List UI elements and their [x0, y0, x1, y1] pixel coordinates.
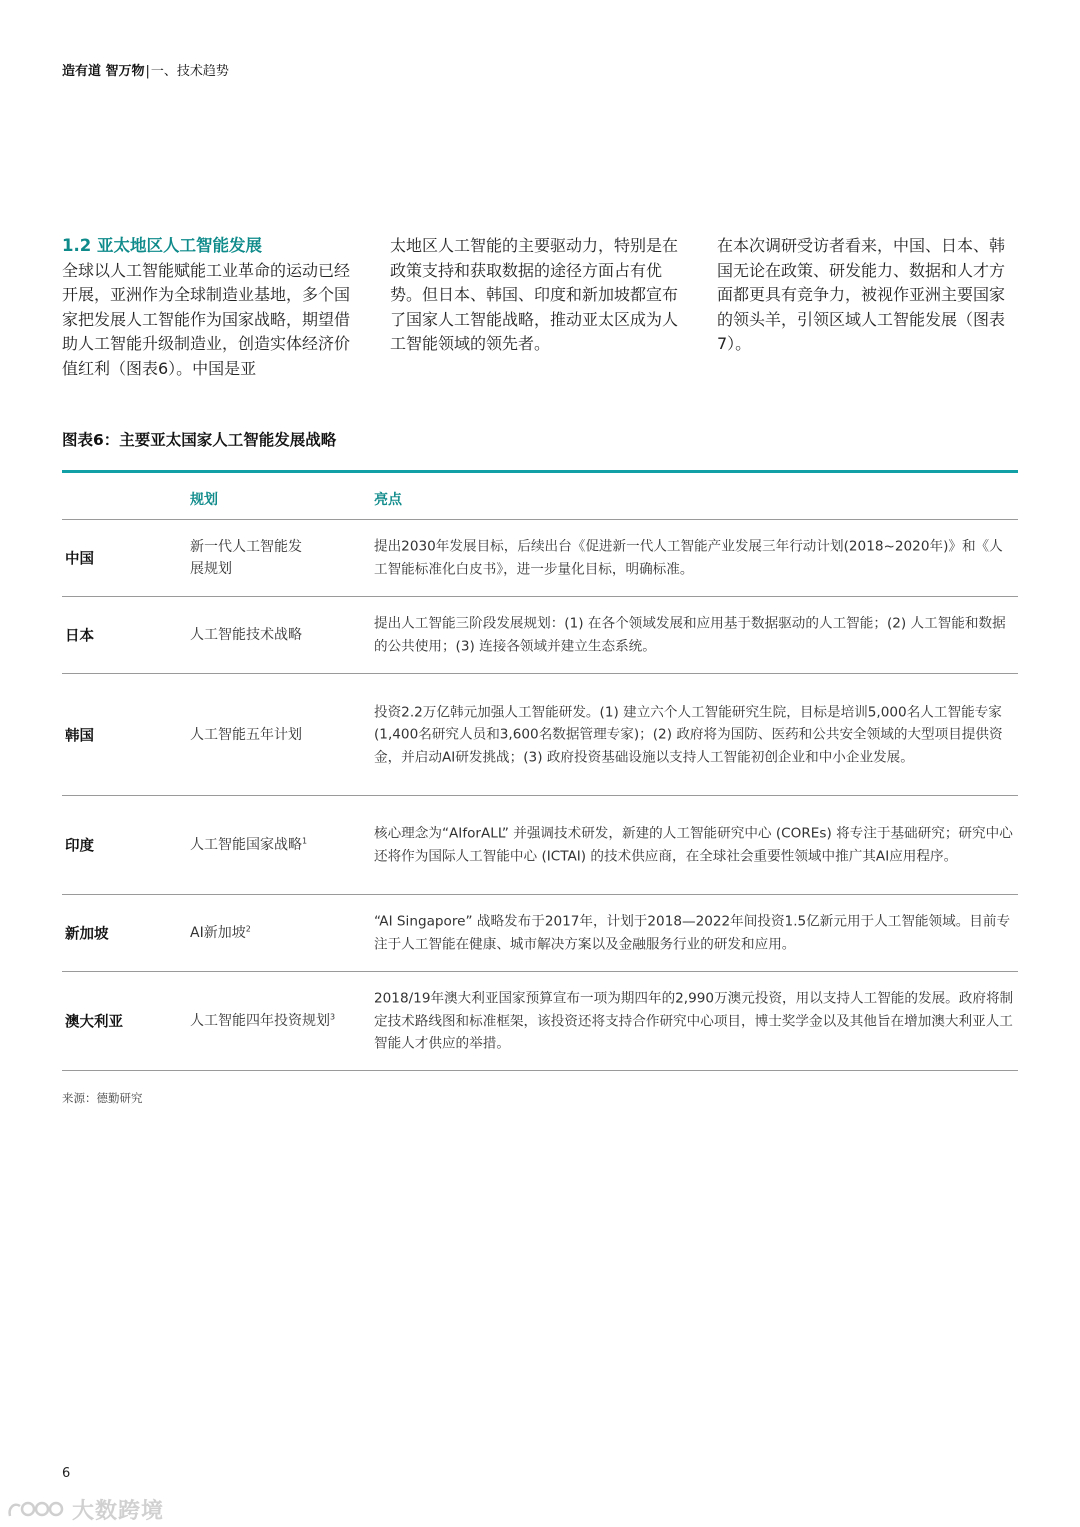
row-plan	[190, 724, 360, 746]
row-country: 澳大利亚	[65, 1014, 123, 1031]
row-highlight: 核心理念为“AIforALL” 并强调技术研发，新建的人工智能研究中心 (COREs) 将专注于基础研究；研究中心还将作为国际人工智能中心 (ICTAI) 的技术供应商，在全球社会重要性领域中推广其AI应用程序。	[374, 825, 1013, 864]
row-plan	[190, 536, 310, 580]
watermark	[6, 1494, 164, 1524]
intro-paragraph-3: 在本次调研受访者看来，中国、日本、韩国无论在政策、研发能力、数据和人才方面都更具有竞争力，被视作亚洲主要国家的领头羊，引领区域人工智能发展（图表7）。	[717, 236, 1006, 353]
row-plan-footnote: 1	[302, 836, 308, 846]
header-section: 一、技术趋势	[150, 64, 229, 79]
source-note: 来源：德勤研究	[62, 1091, 143, 1105]
table-row	[62, 796, 1018, 895]
row-country: 韩国	[65, 728, 94, 744]
running-header	[62, 60, 229, 79]
header-plan: 规划	[190, 492, 218, 508]
row-plan-text: 人工智能技术战略	[190, 627, 302, 643]
table-row	[62, 972, 1018, 1071]
row-country: 新加坡	[65, 926, 109, 943]
row-highlight: 2018/19年澳大利亚国家预算宣布一项为期四年的2,990万澳元投资，用以支持人工智能的发展。政府将制定技术路线图和标准框架，该投资还将支持合作研究中心项目，博士奖学金以及其他旨在增加澳大利亚人工智能人才供应的举措。	[374, 990, 1014, 1052]
intro-column-3	[717, 234, 1017, 357]
row-plan	[190, 922, 360, 944]
figure-caption: 图表6：主要亚太国家人工智能发展战略	[62, 431, 337, 449]
row-country: 中国	[65, 551, 94, 568]
row-country: 日本	[65, 628, 94, 645]
row-plan-footnote: 3	[330, 1012, 336, 1022]
strategy-table	[62, 470, 1018, 1071]
row-highlight: 投资2.2万亿韩元加强人工智能研发。(1) 建立六个人工智能研究生院，目标是培训5,000名人工智能专家 (1,400名研究人员和3,600名数据管理专家)；(2) 政府将为国防、医药和公共安全领域的大型项目提供资金，并启动AI研发挑战；(3) 政府投资基础设施以支持人工智能初创企业和中小企业发展。	[374, 703, 1003, 765]
header-separator: |	[145, 64, 150, 79]
row-plan-text: AI新加坡	[190, 925, 246, 941]
table-row	[62, 597, 1018, 674]
table-row	[62, 520, 1018, 597]
row-plan-text: 人工智能五年计划	[190, 726, 302, 743]
row-plan-text: 新一代人工智能发展规划	[190, 539, 302, 577]
header-brand: 造有道 智万物	[62, 64, 145, 79]
watermark-text: 大数跨境	[72, 1498, 165, 1524]
header-highlight: 亮点	[374, 492, 402, 508]
row-plan-footnote: 2	[245, 924, 251, 934]
intro-column-2	[390, 234, 690, 357]
row-highlight: 提出2030年发展目标，后续出台《促进新一代人工智能产业发展三年行动计划(2018~2020年)》和《人工智能标准化白皮书》，进一步量化目标，明确标准。	[374, 538, 1003, 577]
table-row	[62, 895, 1018, 972]
intro-paragraph-1: 全球以人工智能赋能工业革命的运动已经开展，亚洲作为全球制造业基地，多个国家把发展人工智能作为国家战略，期望借助人工智能升级制造业，创造实体经济价值红利（图表6）。中国是亚	[62, 260, 351, 378]
table-header	[62, 473, 1018, 520]
section-title: 1.2 亚太地区人工智能发展	[62, 236, 262, 255]
table-row	[62, 674, 1018, 796]
intro-paragraph-2: 太地区人工智能的主要驱动力，特别是在政策支持和获取数据的途径方面占有优势。但日本、韩国、印度和新加坡都宣布了国家人工智能战略，推动亚太区成为人工智能领域的领先者。	[390, 236, 679, 353]
row-plan	[190, 834, 360, 856]
intro-column-1	[62, 234, 362, 381]
watermark-logo-icon	[6, 1496, 66, 1522]
row-country: 印度	[65, 838, 94, 855]
row-plan-text: 人工智能国家战略	[190, 837, 302, 853]
row-plan	[190, 624, 360, 646]
row-highlight: “AI Singapore” 战略发布于2017年，计划于2018—2022年间投资1.5亿新元用于人工智能领域。目前专注于人工智能在健康、城市解决方案以及金融服务行业的研发和应用。	[374, 913, 1011, 952]
row-plan	[190, 1010, 360, 1032]
page-number: 6	[62, 1466, 71, 1481]
row-highlight: 提出人工智能三阶段发展规划：(1) 在各个领域发展和应用基于数据驱动的人工智能；(2) 人工智能和数据的公共使用；(3) 连接各领域并建立生态系统。	[374, 615, 1006, 654]
row-plan-text: 人工智能四年投资规划	[190, 1013, 330, 1029]
